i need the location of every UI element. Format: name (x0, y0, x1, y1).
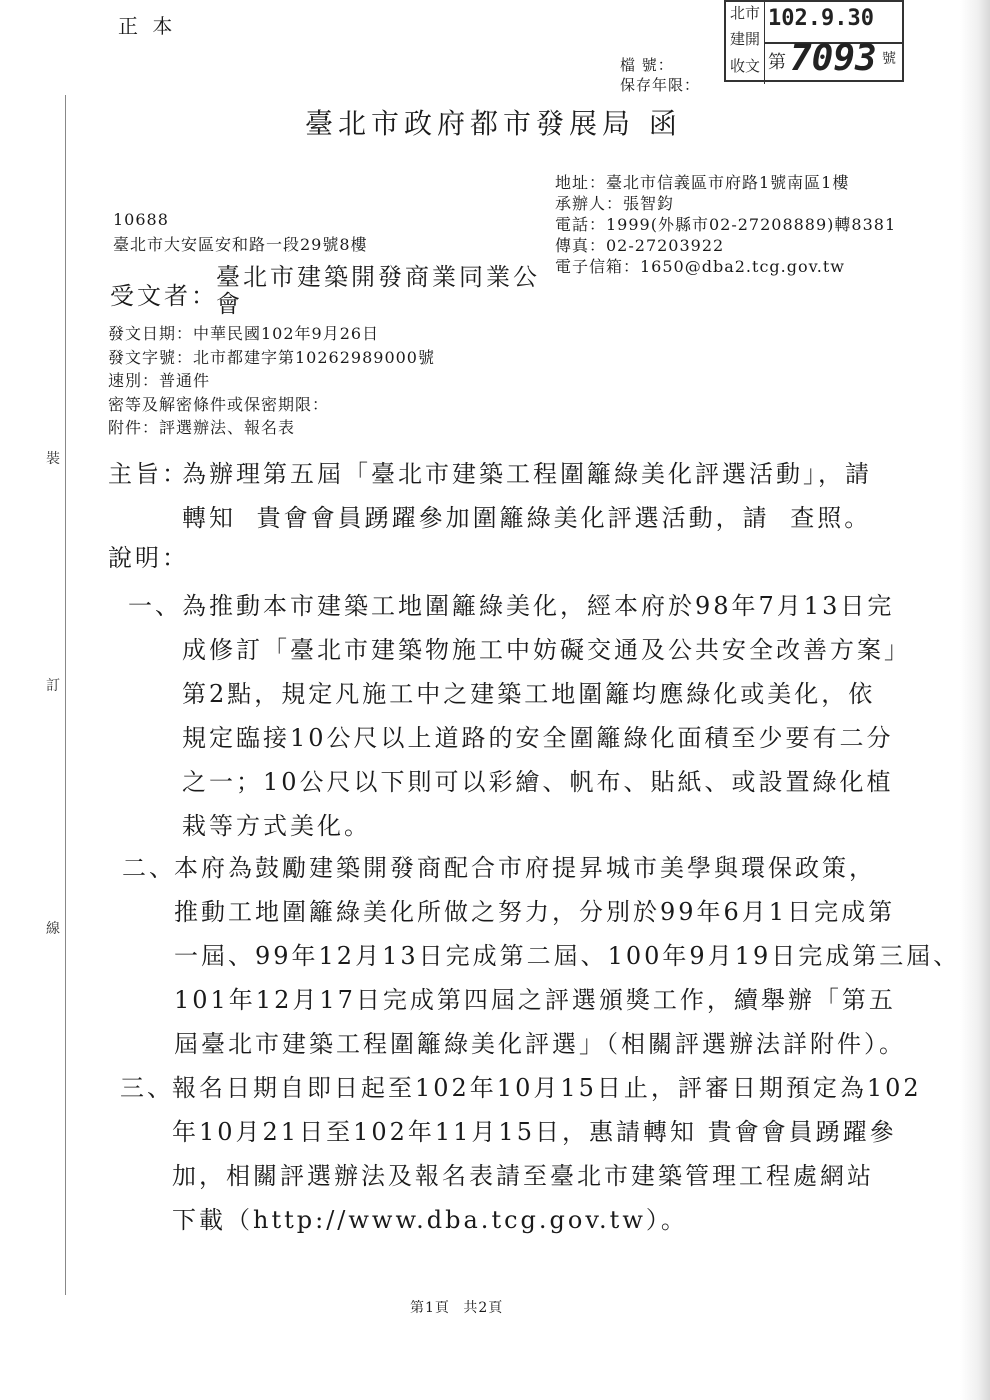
delivery-speed: 速別：普通件 (108, 371, 211, 390)
stamp-label-jiankai: 建開 (730, 30, 761, 48)
item-1-line: 成修訂「臺北市建築物施工中妨礙交通及公共安全改善方案」 (182, 636, 911, 664)
item-1-line: 規定臨接10公尺以上道路的安全圍籬綠化面積至少要有二分 (182, 724, 894, 752)
binding-line (65, 95, 66, 1295)
issue-date: 發文日期：中華民國102年9月26日 (108, 324, 380, 343)
binding-mark-xian: 線 (46, 921, 60, 937)
retention-label: 保存年限： (620, 76, 701, 94)
attachments: 附件：評選辦法、報名表 (108, 418, 296, 437)
item-3-line: 加，相關評選辦法及報名表請至臺北市建築管理工程處網站 (172, 1162, 874, 1190)
stamp-number: 7093 (790, 38, 877, 79)
stamp-date: 102.9.30 (768, 6, 874, 31)
recipient-label: 受文者： (110, 282, 218, 310)
item-3-line: 下載（http://www.dba.tcg.gov.tw）。 (172, 1206, 688, 1234)
item-2-line: 屆臺北市建築工程圍籬綠美化評選」（相關評選辦法詳附件）。 (174, 1030, 906, 1058)
item-3-text (172, 1066, 922, 1242)
recipient-name-line1: 臺北市建築開發商業同業公 (216, 263, 540, 291)
binding-mark-ding: 訂 (46, 678, 60, 694)
item-3-line: 報名日期自即日起至102年10月15日止，評審日期預定為102 (172, 1074, 922, 1102)
item-1-text (182, 584, 911, 848)
item-2-line: 推動工地圍籬綠美化所做之努力，分別於99年6月1日完成第 (174, 898, 896, 926)
item-2-number: 二、 (122, 854, 176, 882)
item-1-line: 為推動本市建築工地圍籬綠美化，經本府於98年7月13日完 (182, 592, 895, 620)
document-meta (108, 322, 435, 440)
item-1-line: 之一；10公尺以下則可以彩繪、帆布、貼紙、或設置綠化植 (182, 768, 894, 796)
recipient-name-line2: 會 (216, 290, 243, 318)
item-1-line: 第2點，規定凡施工中之建築工地圍籬均應綠化或美化，依 (182, 680, 876, 708)
recipient-name (216, 264, 540, 318)
item-2-text (174, 846, 960, 1066)
sender-info (555, 172, 896, 277)
subject-label: 主旨： (108, 460, 189, 488)
stamp-number-prefix: 第 (768, 52, 786, 73)
sender-fax: 傳真：02-27203922 (555, 236, 725, 255)
sender-contact-person: 承辦人：張智鈞 (555, 194, 675, 213)
page-edge-shadow (960, 0, 990, 1400)
stamp-label-receipt: 收文 (730, 57, 761, 75)
item-1-number: 一、 (128, 592, 182, 620)
binding-mark-zhuang: 裝 (46, 451, 60, 467)
explanation-label: 說明： (108, 544, 189, 572)
item-2-line: 本府為鼓勵建築開發商配合市府提昇城市美學與環保政策， (174, 854, 876, 882)
stamp-label-column (726, 2, 765, 84)
item-3-line: 年10月21日至102年11月15日，惠請轉知 貴會會員踴躍參 (172, 1118, 897, 1146)
item-3-number: 三、 (120, 1074, 174, 1102)
sender-address: 地址：臺北市信義區市府路1號南區1樓 (555, 173, 850, 192)
stamp-label-city: 北市 (730, 4, 761, 22)
confidentiality: 密等及解密條件或保密期限： (108, 394, 330, 414)
recipient-address: 臺北市大安區安和路一段29號8樓 (113, 235, 368, 254)
item-2-line: 一屆、99年12月13日完成第二屆、100年9月19日完成第三屆、 (174, 942, 961, 970)
stamp-number-suffix: 號 (882, 51, 896, 67)
subject-line-1: 為辦理第五屆「臺北市建築工程圍籬綠美化評選活動」，請 (182, 460, 872, 488)
item-2-line: 101年12月17日完成第四屆之評選頒獎工作，續舉辦「第五 (174, 986, 896, 1014)
sender-email: 電子信箱：1650@dba2.tcg.gov.tw (555, 257, 845, 276)
file-number-label: 檔 號： (620, 56, 674, 74)
document-number: 發文字號：北市都建字第10262989000號 (108, 347, 435, 367)
receipt-stamp (724, 0, 904, 82)
subject-line-2: 轉知 貴會會員踴躍參加圍籬綠美化評選活動，請 查照。 (182, 504, 872, 532)
agency-title: 臺北市政府都市發展局 函 (305, 107, 682, 140)
sender-phone: 電話：1999(外縣市02-27208889)轉8381 (555, 215, 897, 234)
recipient-postcode: 10688 (113, 210, 169, 229)
copy-mark: 正 本 (118, 14, 177, 38)
page-footer: 第1頁 共2頁 (410, 1300, 504, 1316)
item-1-line: 栽等方式美化。 (182, 812, 371, 840)
